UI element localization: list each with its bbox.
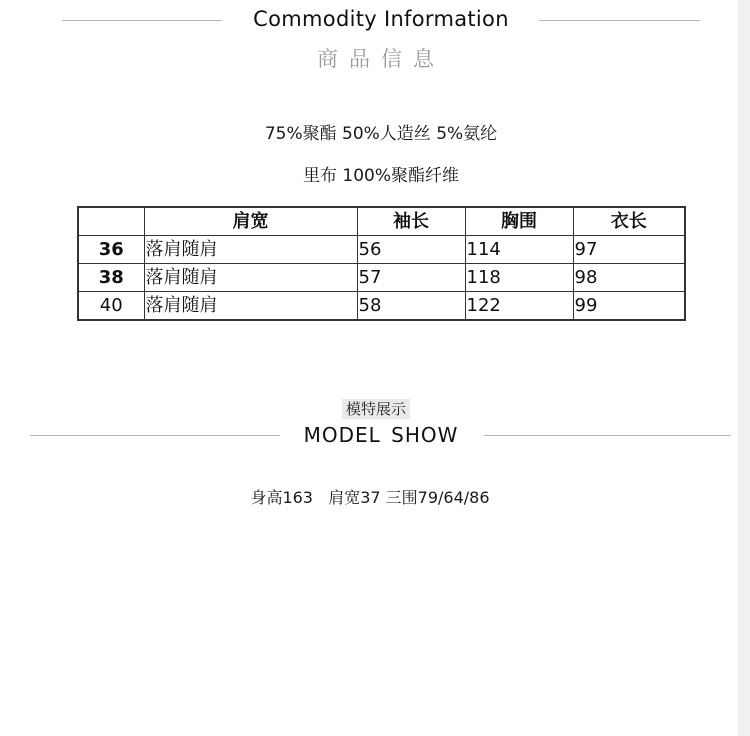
table-row: [78, 264, 685, 292]
table-row: [78, 236, 685, 264]
model-show-badge-cn: 模特展示: [342, 399, 410, 419]
model-measurements: 身高163 肩宽37 三围79/64/86: [250, 488, 490, 507]
table-header-shoulder: 肩宽: [144, 207, 357, 236]
chest-cell: 118: [465, 264, 573, 292]
model-divider-right: [484, 435, 731, 436]
length-cell: 99: [573, 292, 685, 321]
length-cell: 97: [573, 236, 685, 264]
table-header-sleeve: 袖长: [357, 207, 465, 236]
table-header-row: [78, 207, 685, 236]
lining-composition: 里布 100%聚酯纤维: [302, 166, 459, 186]
shoulder-cell: 落肩随肩: [144, 236, 357, 264]
header-divider-right: [539, 20, 700, 21]
sleeve-cell: 58: [357, 292, 465, 321]
model-show-title-en: MODEL SHOW: [303, 423, 459, 447]
page-edge-strip: [738, 0, 750, 736]
model-divider-left: [30, 435, 280, 436]
material-composition: 75%聚酯 50%人造丝 5%氨纶: [264, 124, 498, 144]
shoulder-cell: 落肩随肩: [144, 264, 357, 292]
size-cell: 38: [78, 264, 144, 292]
table-header-chest: 胸围: [465, 207, 573, 236]
table-header-size: [78, 207, 144, 236]
size-cell: 36: [78, 236, 144, 264]
size-cell: 40: [78, 292, 144, 321]
table-row: [78, 292, 685, 321]
commodity-title-en: Commodity Information: [253, 7, 509, 31]
chest-cell: 114: [465, 236, 573, 264]
size-table: [77, 206, 686, 321]
chest-cell: 122: [465, 292, 573, 321]
sleeve-cell: 56: [357, 236, 465, 264]
sleeve-cell: 57: [357, 264, 465, 292]
commodity-title-cn: 商品信息: [317, 47, 445, 71]
shoulder-cell: 落肩随肩: [144, 292, 357, 321]
table-header-length: 衣长: [573, 207, 685, 236]
length-cell: 98: [573, 264, 685, 292]
